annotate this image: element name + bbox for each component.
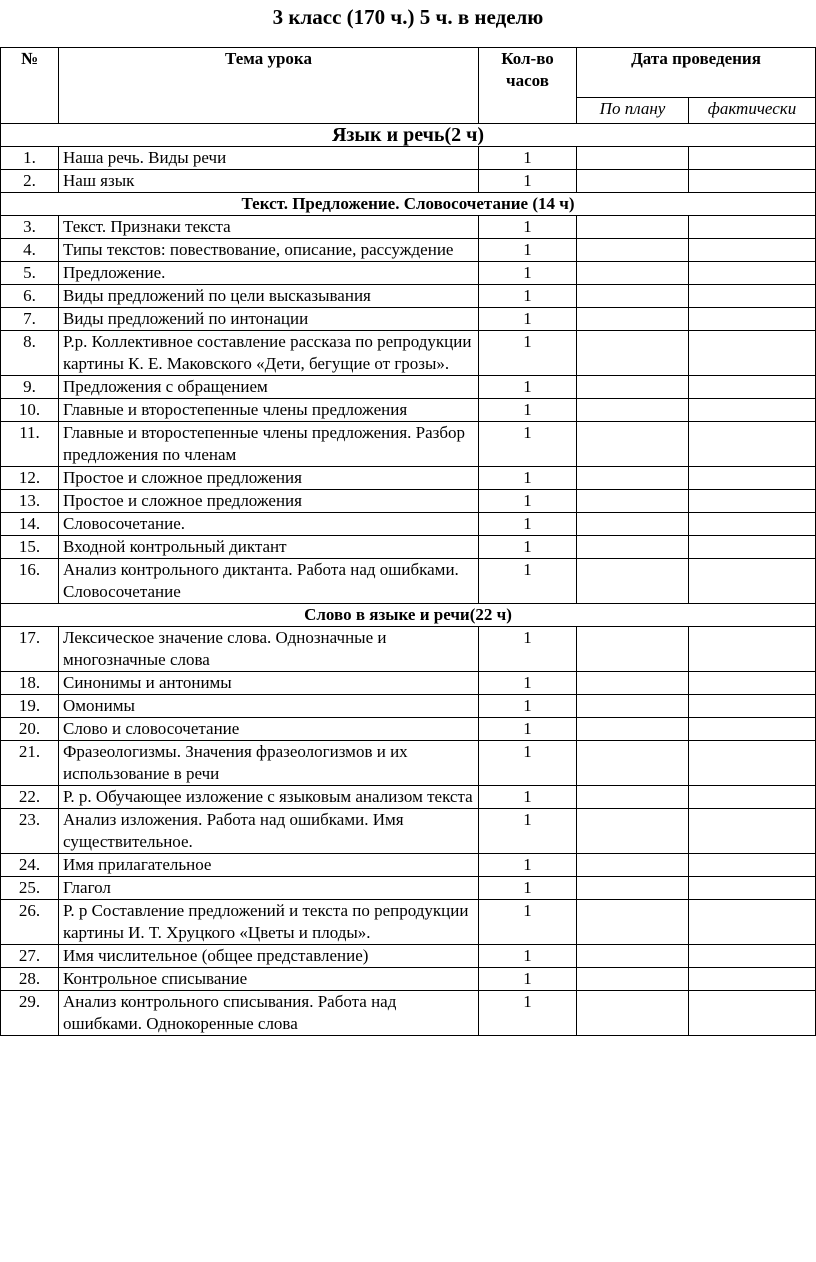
lesson-hours: 1 xyxy=(479,695,577,718)
table-row xyxy=(1,147,816,170)
lesson-hours: 1 xyxy=(479,376,577,399)
lesson-topic: Входной контрольный диктант xyxy=(59,536,479,559)
lesson-number: 2. xyxy=(1,170,59,193)
lesson-number: 23. xyxy=(1,809,59,854)
lesson-number: 11. xyxy=(1,422,59,467)
date-fact-cell xyxy=(689,695,816,718)
table-row xyxy=(1,490,816,513)
date-plan-cell xyxy=(577,536,689,559)
date-plan-cell xyxy=(577,490,689,513)
date-plan-cell xyxy=(577,991,689,1036)
date-plan-cell xyxy=(577,331,689,376)
date-fact-cell xyxy=(689,490,816,513)
lesson-number: 26. xyxy=(1,900,59,945)
table-row xyxy=(1,627,816,672)
lesson-hours: 1 xyxy=(479,331,577,376)
table-row xyxy=(1,331,816,376)
document-title: 3 класс (170 ч.) 5 ч. в неделю xyxy=(272,5,544,29)
date-plan-cell xyxy=(577,216,689,239)
lesson-topic: Глагол xyxy=(59,877,479,900)
table-row xyxy=(1,854,816,877)
lesson-number: 28. xyxy=(1,968,59,991)
date-fact-cell xyxy=(689,536,816,559)
lesson-plan-table xyxy=(0,47,816,1036)
section-row xyxy=(1,604,816,627)
lesson-hours: 1 xyxy=(479,262,577,285)
lesson-number: 27. xyxy=(1,945,59,968)
section-row xyxy=(1,124,816,147)
table-body xyxy=(1,124,816,1036)
lesson-topic: Контрольное списывание xyxy=(59,968,479,991)
table-row xyxy=(1,672,816,695)
lesson-topic: Виды предложений по интонации xyxy=(59,308,479,331)
lesson-topic: Анализ контрольного диктанта. Работа над ошибками. Словосочетание xyxy=(59,559,479,604)
lesson-number: 9. xyxy=(1,376,59,399)
lesson-number: 3. xyxy=(1,216,59,239)
lesson-topic: Анализ контрольного списывания. Работа над ошибками. Однокоренные слова xyxy=(59,991,479,1036)
table-row xyxy=(1,945,816,968)
lesson-topic: Наш язык xyxy=(59,170,479,193)
lesson-topic: Р. р. Обучающее изложение с языковым анализом текста xyxy=(59,786,479,809)
date-fact-cell xyxy=(689,559,816,604)
date-plan-cell xyxy=(577,376,689,399)
date-fact-cell xyxy=(689,216,816,239)
section-row xyxy=(1,193,816,216)
date-fact-cell xyxy=(689,900,816,945)
date-plan-cell xyxy=(577,308,689,331)
date-plan-cell xyxy=(577,695,689,718)
table-row xyxy=(1,559,816,604)
lesson-hours: 1 xyxy=(479,718,577,741)
lesson-hours: 1 xyxy=(479,877,577,900)
date-plan-cell xyxy=(577,147,689,170)
lesson-number: 15. xyxy=(1,536,59,559)
lesson-hours: 1 xyxy=(479,786,577,809)
date-fact-cell xyxy=(689,262,816,285)
date-fact-cell xyxy=(689,877,816,900)
lesson-hours: 1 xyxy=(479,467,577,490)
date-fact-cell xyxy=(689,308,816,331)
date-plan-cell xyxy=(577,170,689,193)
date-fact-cell xyxy=(689,422,816,467)
lesson-hours: 1 xyxy=(479,945,577,968)
lesson-topic: Главные и второстепенные члены предложения xyxy=(59,399,479,422)
table-row xyxy=(1,262,816,285)
table-row xyxy=(1,695,816,718)
table-row xyxy=(1,809,816,854)
lesson-number: 20. xyxy=(1,718,59,741)
lesson-topic: Простое и сложное предложения xyxy=(59,467,479,490)
lesson-topic: Предложения с обращением xyxy=(59,376,479,399)
table-row xyxy=(1,308,816,331)
lesson-number: 6. xyxy=(1,285,59,308)
date-plan-cell xyxy=(577,718,689,741)
date-plan-cell xyxy=(577,239,689,262)
table-row xyxy=(1,741,816,786)
table-row xyxy=(1,968,816,991)
lesson-number: 17. xyxy=(1,627,59,672)
lesson-number: 10. xyxy=(1,399,59,422)
date-plan-cell xyxy=(577,809,689,854)
lesson-number: 7. xyxy=(1,308,59,331)
lesson-hours: 1 xyxy=(479,900,577,945)
lesson-hours: 1 xyxy=(479,170,577,193)
lesson-number: 14. xyxy=(1,513,59,536)
table-row xyxy=(1,513,816,536)
date-plan-cell xyxy=(577,513,689,536)
lesson-number: 18. xyxy=(1,672,59,695)
table-row xyxy=(1,239,816,262)
lesson-topic: Фразеологизмы. Значения фразеологизмов и их использование в речи xyxy=(59,741,479,786)
date-fact-cell xyxy=(689,854,816,877)
lesson-topic: Лексическое значение слова. Однозначные и многозначные слова xyxy=(59,627,479,672)
date-plan-cell xyxy=(577,262,689,285)
lesson-hours: 1 xyxy=(479,308,577,331)
date-plan-cell xyxy=(577,422,689,467)
table-row xyxy=(1,376,816,399)
date-plan-cell xyxy=(577,627,689,672)
date-fact-cell xyxy=(689,399,816,422)
date-fact-cell xyxy=(689,991,816,1036)
lesson-number: 12. xyxy=(1,467,59,490)
lesson-topic: Наша речь. Виды речи xyxy=(59,147,479,170)
lesson-number: 4. xyxy=(1,239,59,262)
lesson-hours: 1 xyxy=(479,559,577,604)
date-fact-cell xyxy=(689,809,816,854)
lesson-number: 5. xyxy=(1,262,59,285)
lesson-topic: Виды предложений по цели высказывания xyxy=(59,285,479,308)
lesson-hours: 1 xyxy=(479,239,577,262)
table-row xyxy=(1,422,816,467)
date-plan-cell xyxy=(577,968,689,991)
lesson-hours: 1 xyxy=(479,672,577,695)
section-title: Слово в языке и речи(22 ч) xyxy=(1,604,816,627)
table-row xyxy=(1,216,816,239)
date-fact-cell xyxy=(689,147,816,170)
table-row xyxy=(1,399,816,422)
date-fact-cell xyxy=(689,945,816,968)
lesson-number: 16. xyxy=(1,559,59,604)
lesson-topic: Предложение. xyxy=(59,262,479,285)
header-number: № xyxy=(1,48,59,124)
lesson-hours: 1 xyxy=(479,809,577,854)
lesson-hours: 1 xyxy=(479,627,577,672)
lesson-topic: Имя прилагательное xyxy=(59,854,479,877)
date-fact-cell xyxy=(689,467,816,490)
lesson-hours: 1 xyxy=(479,854,577,877)
date-plan-cell xyxy=(577,672,689,695)
date-fact-cell xyxy=(689,331,816,376)
date-plan-cell xyxy=(577,900,689,945)
section-title: Текст. Предложение. Словосочетание (14 ч) xyxy=(1,193,816,216)
lesson-hours: 1 xyxy=(479,741,577,786)
lesson-number: 13. xyxy=(1,490,59,513)
lesson-number: 1. xyxy=(1,147,59,170)
date-plan-cell xyxy=(577,786,689,809)
lesson-hours: 1 xyxy=(479,399,577,422)
lesson-number: 21. xyxy=(1,741,59,786)
date-plan-cell xyxy=(577,399,689,422)
date-plan-cell xyxy=(577,877,689,900)
table-row xyxy=(1,877,816,900)
header-date-fact: фактически xyxy=(689,98,816,124)
header-topic: Тема урока xyxy=(59,48,479,124)
date-plan-cell xyxy=(577,285,689,308)
lesson-topic: Р.р. Коллективное составление рассказа по репродукции картины К. Е. Маковского «Дети, бегущие от грозы». xyxy=(59,331,479,376)
table-row xyxy=(1,991,816,1036)
table-row xyxy=(1,170,816,193)
date-fact-cell xyxy=(689,170,816,193)
lesson-hours: 1 xyxy=(479,216,577,239)
date-fact-cell xyxy=(689,376,816,399)
lesson-hours: 1 xyxy=(479,422,577,467)
date-fact-cell xyxy=(689,718,816,741)
lesson-number: 25. xyxy=(1,877,59,900)
header-hours: Кол-во часов xyxy=(479,48,577,124)
lesson-hours: 1 xyxy=(479,285,577,308)
date-fact-cell xyxy=(689,786,816,809)
date-plan-cell xyxy=(577,741,689,786)
date-fact-cell xyxy=(689,741,816,786)
date-fact-cell xyxy=(689,285,816,308)
lesson-hours: 1 xyxy=(479,147,577,170)
date-fact-cell xyxy=(689,672,816,695)
table-row xyxy=(1,718,816,741)
lesson-topic: Р. р Составление предложений и текста по репродукции картины И. Т. Хруцкого «Цветы и плоды». xyxy=(59,900,479,945)
table-row xyxy=(1,786,816,809)
lesson-hours: 1 xyxy=(479,513,577,536)
date-fact-cell xyxy=(689,239,816,262)
lesson-hours: 1 xyxy=(479,536,577,559)
table-row xyxy=(1,900,816,945)
lesson-topic: Словосочетание. xyxy=(59,513,479,536)
lesson-hours: 1 xyxy=(479,490,577,513)
lesson-topic: Типы текстов: повествование, описание, рассуждение xyxy=(59,239,479,262)
lesson-hours: 1 xyxy=(479,968,577,991)
lesson-hours: 1 xyxy=(479,991,577,1036)
lesson-number: 29. xyxy=(1,991,59,1036)
date-plan-cell xyxy=(577,945,689,968)
lesson-topic: Главные и второстепенные члены предложения. Разбор предложения по членам xyxy=(59,422,479,467)
date-fact-cell xyxy=(689,513,816,536)
lesson-number: 24. xyxy=(1,854,59,877)
header-date-plan: По плану xyxy=(577,98,689,124)
section-title: Язык и речь(2 ч) xyxy=(1,124,816,147)
table-row xyxy=(1,285,816,308)
table-row xyxy=(1,536,816,559)
lesson-number: 8. xyxy=(1,331,59,376)
date-plan-cell xyxy=(577,559,689,604)
lesson-topic: Анализ изложения. Работа над ошибками. Имя существительное. xyxy=(59,809,479,854)
date-fact-cell xyxy=(689,968,816,991)
lesson-topic: Слово и словосочетание xyxy=(59,718,479,741)
lesson-topic: Синонимы и антонимы xyxy=(59,672,479,695)
lesson-topic: Текст. Признаки текста xyxy=(59,216,479,239)
header-date: Дата проведения xyxy=(577,48,816,98)
date-fact-cell xyxy=(689,627,816,672)
date-plan-cell xyxy=(577,854,689,877)
lesson-topic: Простое и сложное предложения xyxy=(59,490,479,513)
lesson-number: 22. xyxy=(1,786,59,809)
date-plan-cell xyxy=(577,467,689,490)
lesson-topic: Омонимы xyxy=(59,695,479,718)
lesson-number: 19. xyxy=(1,695,59,718)
lesson-topic: Имя числительное (общее представление) xyxy=(59,945,479,968)
table-row xyxy=(1,467,816,490)
